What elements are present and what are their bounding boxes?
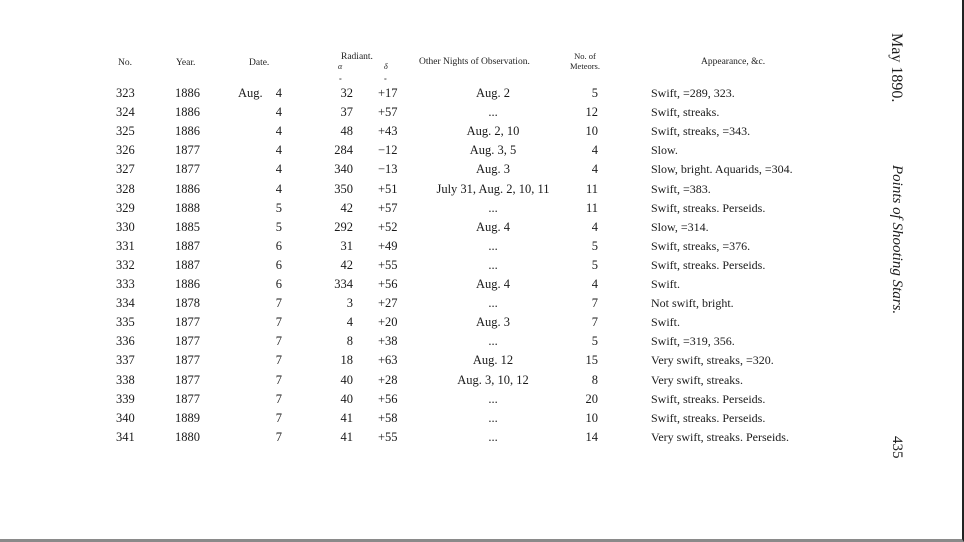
cell-appearance: Slow, =314.	[651, 219, 709, 234]
cell-meteors-count: 8	[591, 372, 598, 387]
cell-right-ascension: 41	[340, 429, 353, 444]
cell-meteors-count: 15	[585, 353, 598, 368]
cell-other-nights: ...	[488, 334, 498, 349]
cell-appearance: Swift, =383.	[651, 181, 711, 196]
cell-no: 341	[116, 429, 135, 444]
cell-other-nights: ...	[488, 238, 498, 253]
cell-no: 328	[116, 181, 135, 196]
cell-day: 5	[275, 200, 282, 215]
cell-right-ascension: 340	[334, 162, 353, 177]
cell-meteors-count: 12	[585, 105, 598, 120]
table-row	[0, 160, 880, 179]
cell-no: 329	[116, 200, 135, 215]
cell-no: 336	[116, 334, 135, 349]
cell-other-nights: ...	[488, 105, 498, 120]
table-row	[0, 313, 880, 332]
degree-mark-ra: °	[339, 78, 342, 85]
cell-year: 1886	[175, 105, 200, 120]
cell-right-ascension: 42	[340, 200, 353, 215]
table-row	[0, 428, 880, 447]
header-delta: δ	[384, 62, 388, 71]
degree-mark-dec: °	[384, 78, 387, 85]
cell-right-ascension: 334	[334, 277, 353, 291]
cell-right-ascension: 37	[340, 105, 353, 120]
cell-year: 1886	[175, 181, 200, 196]
header-date: Date.	[249, 58, 270, 68]
cell-declination: +20	[378, 315, 398, 330]
cell-day: 4	[275, 124, 282, 139]
cell-meteors-count: 5	[591, 334, 598, 349]
cell-declination: +58	[378, 410, 398, 425]
cell-meteors-count: 5	[591, 257, 598, 272]
cell-appearance: Swift.	[651, 315, 681, 330]
cell-no: 325	[116, 124, 135, 139]
cell-day: 4	[275, 162, 282, 177]
cell-other-nights: ...	[488, 257, 498, 272]
cell-declination: +49	[378, 238, 398, 253]
cell-appearance: Very swift, streaks, =320.	[651, 353, 774, 368]
table-row	[0, 218, 880, 237]
header-no: No.	[118, 58, 132, 68]
header-year: Year.	[176, 58, 196, 68]
cell-year: 1877	[175, 334, 200, 349]
running-head-date: May 1890.	[888, 33, 905, 103]
page-number: 435	[889, 436, 905, 459]
cell-year: 1885	[175, 219, 200, 234]
table-row	[0, 199, 880, 218]
header-other-nights: Other Nights of Observation.	[419, 57, 530, 67]
cell-year: 1886	[175, 86, 200, 100]
cell-declination: +57	[378, 200, 398, 215]
cell-other-nights: Aug. 2, 10	[466, 124, 520, 139]
cell-no: 324	[116, 105, 135, 120]
cell-meteors-count: 11	[585, 200, 598, 215]
cell-other-nights: ...	[488, 296, 498, 311]
cell-day: 4	[275, 181, 282, 196]
cell-right-ascension: 40	[340, 391, 353, 406]
cell-year: 1877	[175, 353, 200, 368]
table-row	[0, 351, 880, 370]
cell-meteors-count: 20	[585, 391, 598, 406]
cell-other-nights: ...	[488, 429, 498, 444]
cell-day: 6	[275, 238, 282, 253]
cell-year: 1880	[175, 429, 200, 444]
cell-month: Aug.	[238, 86, 263, 100]
table-row	[0, 103, 880, 122]
cell-other-nights: Aug. 3, 5	[469, 143, 517, 158]
cell-meteors-count: 10	[585, 410, 598, 425]
cell-appearance: Swift, streaks. Perseids.	[651, 257, 766, 272]
cell-year: 1886	[175, 124, 200, 139]
cell-day: 4	[275, 86, 282, 100]
cell-appearance: Very swift, streaks. Perseids.	[651, 429, 789, 444]
table-row	[0, 390, 880, 409]
cell-other-nights: ...	[488, 410, 498, 425]
cell-declination: +27	[378, 296, 398, 311]
cell-other-nights: Aug. 3	[475, 315, 511, 330]
cell-year: 1877	[175, 315, 200, 330]
cell-meteors-count: 4	[591, 143, 598, 158]
cell-appearance: Swift, =289, 323.	[651, 86, 735, 100]
cell-right-ascension: 31	[340, 238, 353, 253]
cell-appearance: Very swift, streaks.	[651, 372, 743, 387]
cell-year: 1886	[175, 277, 200, 291]
cell-other-nights: Aug. 3	[475, 162, 511, 177]
table-row	[0, 409, 880, 428]
cell-day: 7	[275, 315, 282, 330]
cell-appearance: Swift, streaks. Perseids.	[651, 391, 766, 406]
cell-no: 339	[116, 391, 135, 406]
cell-year: 1878	[175, 296, 200, 311]
cell-declination: +51	[378, 181, 398, 196]
cell-declination: +38	[378, 334, 398, 349]
cell-meteors-count: 10	[585, 124, 598, 139]
cell-appearance: Slow, bright. Aquarids, =304.	[651, 162, 793, 177]
cell-meteors-count: 11	[585, 181, 598, 196]
table-row	[0, 141, 880, 160]
table-row	[0, 237, 880, 256]
cell-other-nights: Aug. 12	[472, 353, 514, 368]
cell-right-ascension: 18	[340, 353, 353, 368]
cell-no: 338	[116, 372, 135, 387]
cell-declination: +56	[378, 391, 398, 406]
cell-appearance: Slow.	[651, 143, 678, 158]
cell-other-nights: July 31, Aug. 2, 10, 11	[436, 181, 550, 196]
cell-declination: +17	[378, 86, 398, 100]
cell-day: 4	[275, 143, 282, 158]
cell-year: 1887	[175, 257, 200, 272]
cell-year: 1877	[175, 143, 200, 158]
cell-meteors-count: 7	[591, 315, 598, 330]
cell-meteors-count: 4	[591, 219, 598, 234]
cell-no: 334	[116, 296, 135, 311]
cell-declination: +52	[378, 219, 398, 234]
cell-appearance: Swift, streaks, =376.	[651, 238, 751, 253]
header-alpha: α	[338, 62, 343, 71]
cell-meteors-count: 4	[591, 162, 598, 177]
cell-day: 7	[275, 372, 282, 387]
cell-right-ascension: 41	[340, 410, 353, 425]
cell-other-nights: ...	[488, 391, 498, 406]
cell-appearance: Not swift, bright.	[651, 296, 734, 311]
cell-meteors-count: 4	[591, 277, 598, 291]
cell-day: 6	[275, 257, 282, 272]
cell-declination: +56	[378, 277, 398, 291]
table-row	[0, 122, 880, 141]
cell-declination: +43	[378, 124, 398, 139]
cell-day: 6	[275, 277, 282, 291]
cell-other-nights: Aug. 3, 10, 12	[457, 372, 529, 387]
cell-right-ascension: 3	[346, 296, 353, 311]
cell-declination: +28	[378, 372, 398, 387]
cell-meteors-count: 5	[591, 238, 598, 253]
cell-day: 7	[275, 296, 282, 311]
cell-declination: +55	[378, 257, 398, 272]
cell-no: 337	[116, 353, 135, 368]
cell-no: 327	[116, 162, 135, 177]
cell-day: 7	[275, 391, 282, 406]
cell-no: 330	[116, 219, 135, 234]
header-meteors-line1: No. of	[574, 51, 596, 61]
cell-day: 7	[275, 410, 282, 425]
header-radiant: Radiant.	[341, 52, 373, 62]
cell-appearance: Swift, =319, 356.	[651, 334, 735, 349]
table-row	[0, 332, 880, 351]
cell-year: 1877	[175, 372, 200, 387]
cell-day: 4	[275, 105, 282, 120]
table-row	[0, 84, 880, 103]
cell-day: 7	[275, 334, 282, 349]
cell-meteors-count: 5	[591, 86, 598, 100]
cell-right-ascension: 48	[340, 124, 353, 139]
cell-day: 7	[275, 353, 282, 368]
cell-declination: +57	[378, 105, 398, 120]
cell-meteors-count: 14	[585, 429, 598, 444]
cell-declination: +55	[378, 429, 398, 444]
cell-right-ascension: 32	[340, 86, 353, 100]
cell-appearance: Swift, streaks.	[651, 105, 720, 120]
cell-no: 340	[116, 410, 135, 425]
cell-no: 332	[116, 257, 135, 272]
cell-appearance: Swift, streaks, =343.	[651, 124, 751, 139]
cell-year: 1877	[175, 391, 200, 406]
cell-declination: −13	[378, 162, 398, 177]
table-row	[0, 256, 880, 275]
cell-no: 331	[116, 238, 135, 253]
cell-appearance: Swift, streaks. Perseids.	[651, 200, 766, 215]
cell-day: 7	[275, 429, 282, 444]
table-row	[0, 294, 880, 313]
cell-declination: +63	[378, 353, 398, 368]
cell-meteors-count: 7	[591, 296, 598, 311]
cell-year: 1887	[175, 238, 200, 253]
header-no-of-meteors	[563, 51, 607, 71]
cell-year: 1888	[175, 200, 200, 215]
cell-right-ascension: 42	[340, 257, 353, 272]
cell-no: 323	[116, 86, 135, 100]
cell-right-ascension: 284	[334, 143, 353, 158]
cell-other-nights: Aug. 4	[475, 219, 511, 234]
cell-right-ascension: 292	[334, 219, 353, 234]
cell-no: 335	[116, 315, 135, 330]
header-meteors-line2: Meteors.	[570, 61, 600, 71]
header-appearance: Appearance, &c.	[701, 57, 766, 67]
cell-no: 326	[116, 143, 135, 158]
cell-appearance: Swift.	[651, 277, 681, 291]
cell-day: 5	[275, 219, 282, 234]
cell-year: 1877	[175, 162, 200, 177]
cell-other-nights: ...	[488, 200, 498, 215]
cell-declination: −12	[378, 143, 398, 158]
cell-right-ascension: 40	[340, 372, 353, 387]
cell-no: 333	[116, 277, 135, 291]
cell-other-nights: Aug. 4	[475, 277, 511, 291]
cell-other-nights: Aug. 2	[475, 86, 511, 100]
table-row	[0, 371, 880, 390]
cell-right-ascension: 350	[334, 181, 353, 196]
cell-right-ascension: 8	[346, 334, 353, 349]
cell-year: 1889	[175, 410, 200, 425]
running-head-title: Points of Shooting Stars.	[889, 165, 905, 315]
table-row	[0, 180, 880, 199]
cell-appearance: Swift, streaks. Perseids.	[651, 410, 766, 425]
cell-right-ascension: 4	[346, 315, 353, 330]
table-row	[0, 275, 880, 294]
